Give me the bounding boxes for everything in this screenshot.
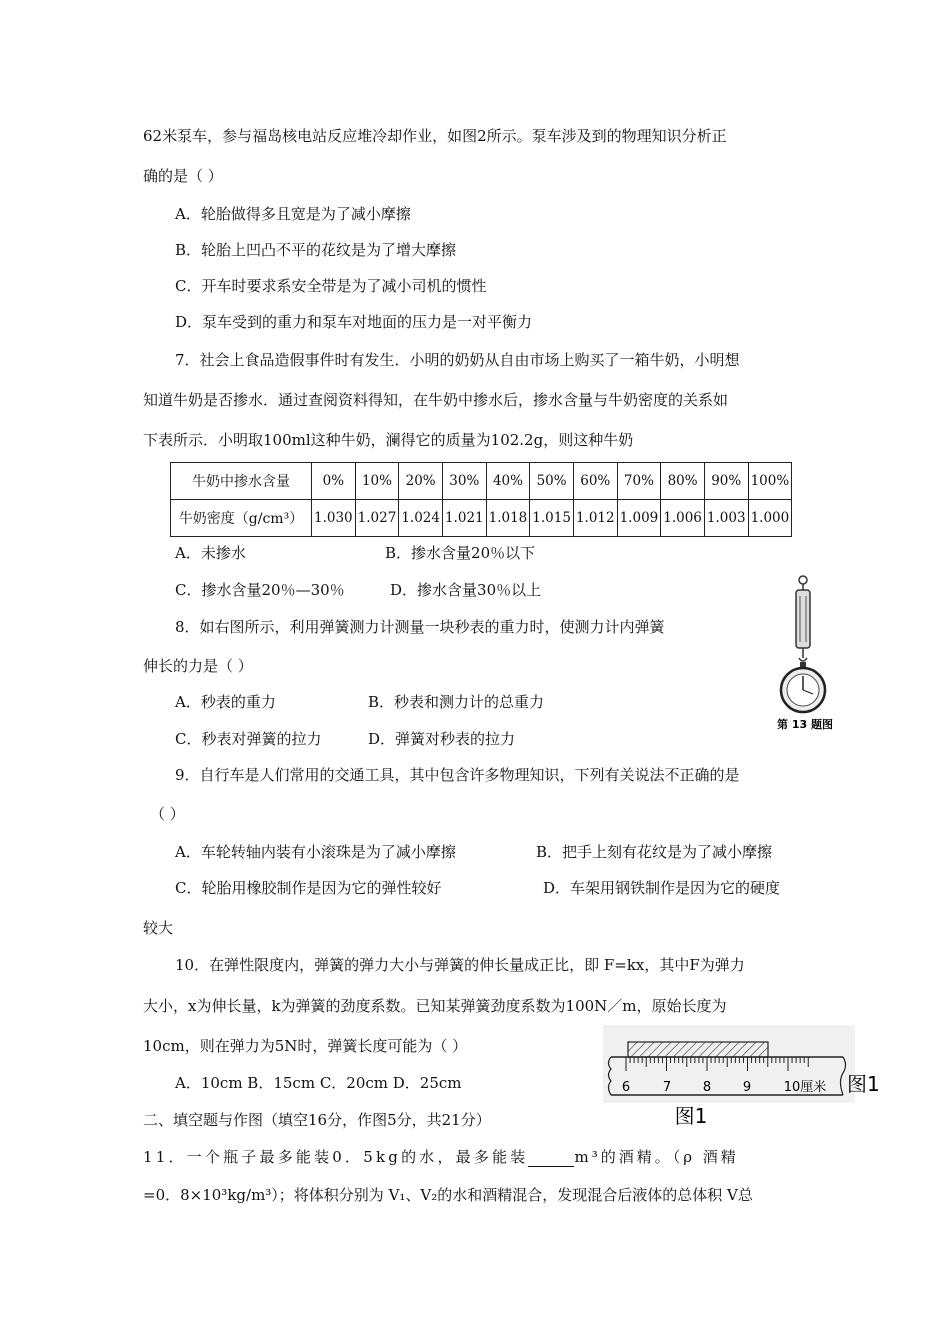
- answer-blank[interactable]: [528, 1152, 574, 1167]
- density-cell: 1.000: [748, 500, 792, 537]
- q9-line2: （ ）: [150, 805, 185, 823]
- q8-option-c: C．秒表对弹簧的拉力: [175, 730, 322, 748]
- figure-caption: 第 13 题图: [777, 718, 833, 731]
- percent-cell: 40%: [486, 463, 530, 500]
- density-cell: 1.021: [442, 500, 486, 537]
- percent-cell: 30%: [442, 463, 486, 500]
- q9-option-c: C．轮胎用橡胶制作是因为它的弹性较好: [175, 879, 442, 897]
- q10-line1: 10．在弹性限度内，弹簧的弹力大小与弹簧的伸长量成正比，即 F=kx，其中F为弹力: [175, 956, 745, 974]
- percent-cell: 80%: [661, 463, 705, 500]
- q11-line1-a: 11．一个瓶子最多能装0．5kg的水，最多能装: [143, 1148, 529, 1166]
- percent-cell: 90%: [704, 463, 748, 500]
- milk-density-table: [170, 462, 792, 537]
- density-cell: 1.006: [661, 500, 705, 537]
- ruler-label: 6: [621, 1080, 631, 1095]
- q10-options: A．10cm B．15cm C．20cm D．25cm: [175, 1074, 462, 1092]
- ruler-label: 10厘米: [783, 1080, 827, 1095]
- q7-option-c: C．掺水含量20％—30％: [175, 581, 345, 599]
- q8-option-d: D．弹簧对秒表的拉力: [368, 730, 516, 748]
- q6-line2: 确的是（ ）: [143, 167, 223, 185]
- density-cell: 1.009: [617, 500, 661, 537]
- q7-line3: 下表所示．小明取100ml这种牛奶，澜得它的质量为102.2g，则这种牛奶: [143, 431, 634, 449]
- q7-option-b: B．掺水含量20％以下: [385, 544, 536, 562]
- q9-line1: 9．自行车是人们常用的交通工具，其中包含许多物理知识，下列有关说法不正确的是: [175, 766, 740, 784]
- q6-option-d: D．泵车受到的重力和泵车对地面的压力是一对平衡力: [175, 313, 533, 331]
- q10-line3: 10cm，则在弹力为5N时，弹簧长度可能为（ ）: [143, 1037, 468, 1055]
- row2-header: 牛奶密度（g/cm³）: [171, 500, 312, 537]
- q9-option-a: A．车轮转轴内装有小滚珠是为了减小摩擦: [175, 843, 456, 861]
- density-cell: 1.027: [355, 500, 399, 537]
- stopwatch-icon: [781, 662, 825, 712]
- q7-line2: 知道牛奶是否掺水．通过查阅资料得知，在牛奶中掺水后，掺水含量与牛奶密度的关系如: [143, 391, 729, 409]
- q9-option-d-cont: 较大: [143, 919, 174, 937]
- table-row: [171, 463, 792, 500]
- spring-scale-stopwatch-figure: [765, 570, 845, 735]
- q8-line1: 8．如右图所示，利用弹簧测力计测量一块秒表的重力时，使测力计内弹簧: [175, 618, 665, 636]
- q6-option-b: B．轮胎上凹凸不平的花纹是为了增大摩擦: [175, 241, 457, 259]
- percent-cell: 20%: [399, 463, 443, 500]
- percent-cell: 70%: [617, 463, 661, 500]
- q7-option-d: D．掺水含量30％以上: [390, 581, 542, 599]
- q9-option-d: D．车架用钢铁制作是因为它的硬度: [543, 879, 781, 897]
- density-cell: 1.018: [486, 500, 530, 537]
- percent-cell: 50%: [530, 463, 574, 500]
- q8-line2: 伸长的力是（ ）: [143, 657, 253, 675]
- ruler-label: 7: [662, 1080, 672, 1095]
- q6-line1: 62米泵车，参与福岛核电站反应堆冷却作业，如图2所示。泵车涉及到的物理知识分析正: [143, 127, 727, 145]
- density-cell: 1.012: [573, 500, 617, 537]
- row1-header: 牛奶中掺水含量: [171, 463, 312, 500]
- density-cell: 1.024: [399, 500, 443, 537]
- q8-option-a: A．秒表的重力: [175, 693, 276, 711]
- table-row: [171, 500, 792, 537]
- q7-line1: 7．社会上食品造假事件时有发生．小明的奶奶从自由市场上购买了一箱牛奶，小明想: [175, 351, 740, 369]
- q7-option-a: A．未掺水: [175, 544, 246, 562]
- q6-option-a: A．轮胎做得多且宽是为了减小摩擦: [175, 205, 411, 223]
- density-cell: 1.030: [312, 500, 356, 537]
- ruler-figure: [603, 1025, 895, 1127]
- q10-line2: 大小，x为伸长量，k为弹簧的劲度系数。已知某弹簧劲度系数为100N／m，原始长度为: [143, 997, 727, 1015]
- q11-line1: [143, 1147, 739, 1167]
- percent-cell: 0%: [312, 463, 356, 500]
- figure-caption-right: 图1: [847, 1072, 880, 1096]
- q11-line1-b: m³的酒精。（ρ 酒精: [574, 1148, 739, 1166]
- spring-scale-icon: [796, 576, 810, 661]
- q8-option-b: B．秒表和测力计的总重力: [368, 693, 545, 711]
- percent-cell: 10%: [355, 463, 399, 500]
- density-cell: 1.003: [704, 500, 748, 537]
- ruler-label: 9: [742, 1080, 752, 1095]
- percent-cell: 100%: [748, 463, 792, 500]
- density-cell: 1.015: [530, 500, 574, 537]
- q11-line2: =0．8×10³kg/m³）；将体积分别为 V₁、V₂的水和酒精混合，发现混合后液体的总体积 V总: [143, 1186, 753, 1204]
- percent-cell: 60%: [573, 463, 617, 500]
- q6-option-c: C．开车时要求系安全带是为了减小司机的惯性: [175, 277, 487, 295]
- section-heading: 二、填空题与作图（填空16分，作图5分，共21分）: [143, 1111, 491, 1129]
- q9-option-b: B．把手上刻有花纹是为了减小摩擦: [536, 843, 773, 861]
- figure-caption-below: 图1: [674, 1104, 708, 1127]
- block-icon: [628, 1042, 768, 1057]
- ruler-label: 8: [702, 1080, 712, 1095]
